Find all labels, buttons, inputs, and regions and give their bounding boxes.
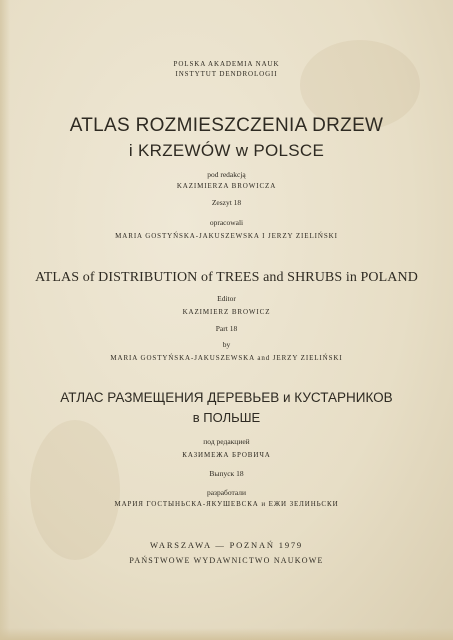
publisher-name: PAŃSTWOWE WYDAWNICTWO NAUKOWE [129,556,324,565]
russian-title-line-2: в ПОЛЬШЕ [192,410,261,425]
english-editor-name: KAZIMIERZ BROWICZ [182,308,271,316]
place-and-date: WARSZAWA — POZNAŃ 1979 [150,540,303,550]
polish-editor-label: pod redakcją [207,170,246,179]
russian-editor-name: КАЗИМЕЖА БРОВИЧА [182,451,271,459]
publisher-line-1: POLSKA AKADEMIA NAUK [173,60,280,68]
english-title: ATLAS of DISTRIBUTION of TREES and SHRUBS in POLAND [35,270,418,285]
english-editor-label: Editor [217,294,236,303]
russian-part: Выпуск 18 [209,469,244,478]
polish-editor-name: KAZIMIERZA BROWICZA [176,182,277,190]
polish-authors-label: opracowali [209,218,244,227]
russian-editor-label: под редакцией [203,437,250,446]
russian-authors-label: разработали [206,488,247,497]
english-authors-label: by [222,340,231,349]
polish-title-line-1: ATLAS ROZMIESZCZENIA DRZEW [69,115,384,136]
polish-authors: MARIA GOSTYŃSKA-JAKUSZEWSKA I JERZY ZIELIŃSKI [115,232,338,240]
russian-authors: МАРИЯ ГОСТЫНЬСКА-ЯКУШЕВСКА и ЕЖИ ЗЕЛИНЬСКИ [114,500,339,508]
page-bottom-shadow [0,628,453,640]
polish-part: Zeszyt 18 [211,198,242,207]
publisher-line-2: INSTYTUT DENDROLOGII [175,70,278,78]
english-authors: MARIA GOSTYŃSKA-JAKUSZEWSKA and JERZY ZIELIŃSKI [110,354,343,362]
english-part: Part 18 [215,324,238,333]
russian-title-line-1: АТЛАС РАЗМЕЩЕНИЯ ДЕРЕВЬЕВ и КУСТАРНИКОВ [60,390,393,405]
polish-title-line-2: i KRZEWÓW w POLSCE [128,141,325,160]
